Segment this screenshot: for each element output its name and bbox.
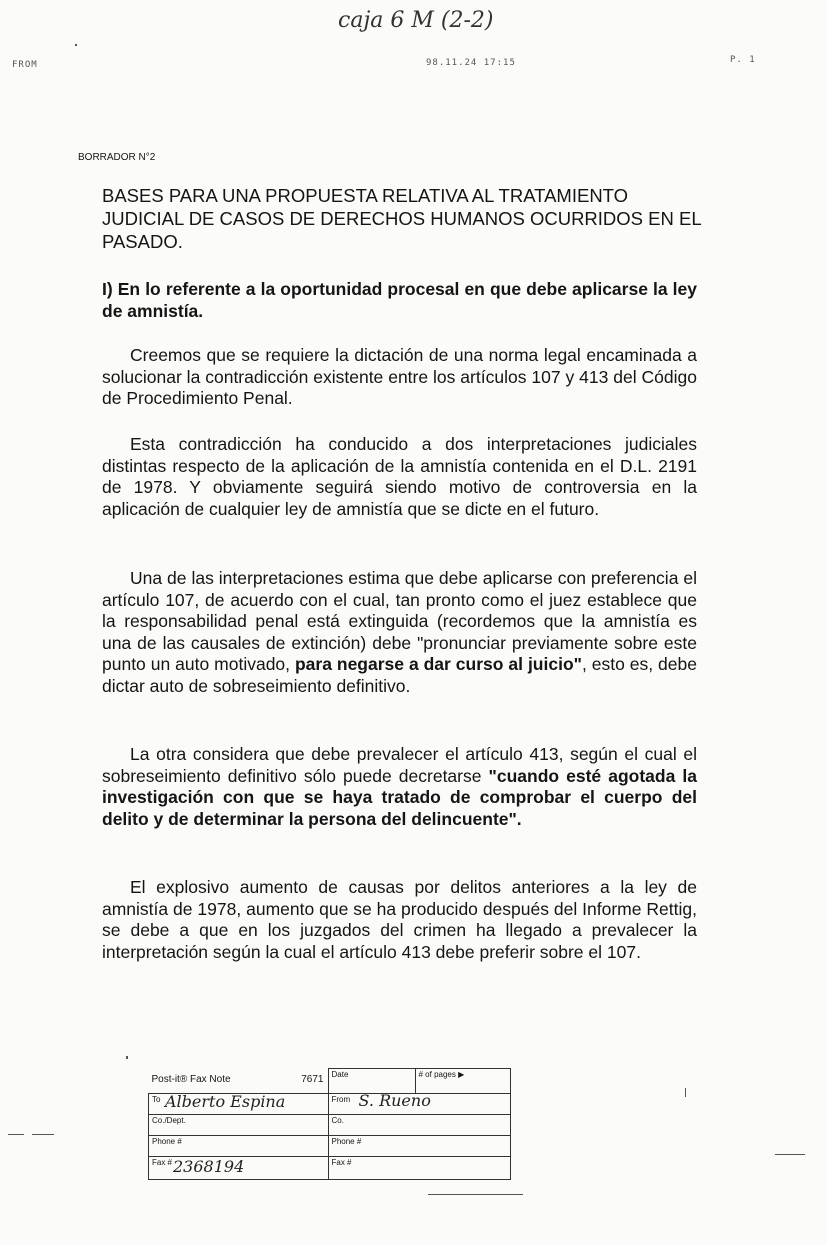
postit-codept-cell: [149, 1114, 329, 1135]
postit-brand-cell: [149, 1069, 329, 1094]
scan-mark: [8, 1134, 24, 1135]
paragraph-5-text: El explosivo aumento de causas por delitos anteriores a la ley de amnistía de 1978, aumento que se ha producido después del Informe Rettig, se debe a que en los juzgados del crimen ha llegado a prevalecer la interpretación según la cual el artículo 413 debe preferir sobre el 107.: [102, 877, 697, 962]
postit-co-cell: [328, 1114, 510, 1135]
document-title: BASES PARA UNA PROPUESTA RELATIVA AL TRATAMIENTO JUDICIAL DE CASOS DE DERECHOS HUMANOS OCURRIDOS EN EL PASADO.: [102, 185, 701, 252]
postit-brand: Post-it® Fax Note: [151, 1073, 231, 1085]
paragraph-2-text: Esta contradicción ha conducido a dos interpretaciones judiciales distintas respecto de la aplicación de la amnistía contenida en el D.L. 2191 de 1978. Y obviamente seguirá siendo motivo de controversia en la aplicación de cualquier ley de amnistía que se dicte en el futuro.: [102, 434, 697, 519]
paragraph-3: [102, 568, 697, 697]
paragraph-3-text-b: , esto es, debe dictar auto de sobreseimiento definitivo.: [102, 654, 697, 696]
postit-phone2-label: Phone #: [331, 1136, 362, 1146]
paragraph-3-bold-quote: para negarse a dar curso al juicio": [294, 654, 582, 674]
postit-fax-value: 2368194: [173, 1156, 245, 1176]
paragraph-2: [102, 434, 697, 520]
postit-date-label: Date: [331, 1070, 349, 1079]
postit-phone-cell: [149, 1135, 329, 1156]
postit-pages-label: # of pages: [418, 1070, 456, 1079]
postit-from-cell: [328, 1090, 510, 1114]
paragraph-4: [102, 744, 697, 830]
postit-fax-note: [148, 1068, 511, 1180]
postit-fax2-label: Fax #: [331, 1157, 352, 1167]
postit-date-cell: [328, 1069, 415, 1094]
postit-to-cell: [149, 1093, 329, 1114]
postit-co-label: Co.: [331, 1115, 344, 1125]
postit-codept-label: Co./Dept.: [152, 1115, 186, 1125]
paragraph-1-text: Creemos que se requiere la dictación de una norma legal encaminada a solucionar la contradicción existente entre los artículos 107 y 413 del Código de Procedimiento Penal.: [102, 345, 697, 408]
fax-datetime: 98.11.24 17:15: [426, 58, 516, 68]
postit-phone-label: Phone #: [152, 1136, 182, 1146]
scan-mark: [32, 1134, 54, 1135]
postit-fax-cell: [149, 1156, 329, 1179]
handwritten-box-label: caja 6 M (2-2): [338, 8, 494, 33]
postit-fax-label: Fax #: [152, 1157, 173, 1167]
fax-page-number: P. 1: [730, 55, 756, 65]
paragraph-1: [102, 345, 697, 410]
postit-from-value: S. Rueno: [358, 1090, 431, 1110]
scan-mark: [126, 1056, 128, 1059]
postit-from-label: From: [331, 1094, 351, 1104]
arrow-right-icon: ▶: [458, 1070, 465, 1079]
scan-mark: [428, 1194, 523, 1195]
paragraph-4-bold-quote: "cuando esté agotada la investigación con que se haya tratado de comprobar el cuerpo del delito y de determinar la persona del delincuente".: [102, 765, 697, 829]
postit-to-label: To: [152, 1094, 161, 1104]
draft-label: BORRADOR N°2: [78, 152, 156, 163]
scan-mark: [685, 1088, 686, 1097]
postit-form-number: 7671: [301, 1073, 324, 1085]
paragraph-5: [102, 877, 697, 963]
scan-mark: [775, 1154, 805, 1155]
paragraph-3-text-a: Una de las interpretaciones estima que debe aplicarse con preferencia el artículo 107, de acuerdo con el cual, tan pronto como el juez establece que la responsabilidad penal está extinguida (recordemos que la amnistía es una de las causales de extinción) debe "pronunciar previamente sobre este punto un auto motivado,: [102, 568, 697, 674]
paragraph-4-text: La otra considera que debe prevalecer el artículo 413, según el cual el sobreseimiento definitivo sólo puede decretarse: [102, 744, 697, 786]
fax-from-label: FROM: [12, 60, 38, 70]
scan-mark: [75, 44, 77, 46]
postit-fax2-cell: [328, 1156, 510, 1179]
postit-to-value: Alberto Espina: [165, 1091, 286, 1111]
section-heading: I) En lo referente a la oportunidad procesal en que debe aplicarse la ley de amnistía.: [102, 279, 697, 321]
postit-phone2-cell: [328, 1135, 510, 1156]
postit-pages-cell: [415, 1069, 510, 1094]
